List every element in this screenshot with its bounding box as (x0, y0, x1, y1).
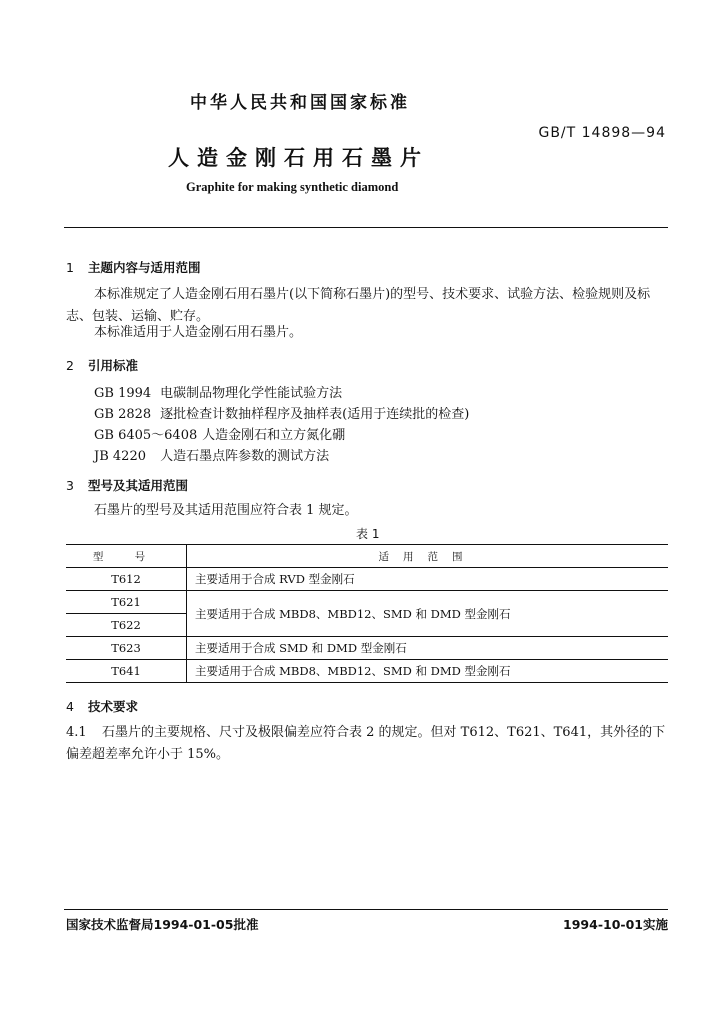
section-number: 3 (66, 478, 74, 493)
reference-code: JB 4220 (94, 449, 146, 464)
model-cell: T622 (66, 614, 187, 637)
table-row (66, 637, 668, 660)
approval-notice: 国家技术监督局1994-01-05批准 (66, 917, 259, 932)
section-title: 主题内容与适用范围 (88, 260, 201, 275)
reference-item (94, 424, 345, 443)
column-header-model: 型 号 (66, 545, 187, 568)
reference-item (94, 403, 469, 422)
section-1-paragraph-2: 本标准适用于人造金刚石用石墨片。 (94, 325, 303, 340)
scope-cell: 主要适用于合成 MBD8、MBD12、SMD 和 DMD 型金刚石 (187, 660, 669, 683)
standard-number: GB/T 14898—94 (538, 125, 666, 141)
section-1-heading (66, 258, 201, 276)
issuing-organization: 中华人民共和国国家标准 (190, 93, 410, 113)
section-1-paragraph-1: 本标准规定了人造金刚石用石墨片(以下简称石墨片)的型号、技术要求、试验方法、检验规则及标志、包装、运输、贮存。 (66, 287, 651, 324)
reference-code: GB 2828 (94, 407, 152, 422)
column-header-scope: 适用范围 (187, 545, 669, 568)
implementation-date: 1994-10-01实施 (563, 917, 668, 932)
model-cell: T621 (66, 591, 187, 614)
section-title: 引用标准 (88, 358, 139, 373)
reference-code: GB 6405～6408 (94, 428, 198, 443)
reference-title: 电碳制品物理化学性能试验方法 (160, 386, 343, 401)
document-title: 人造金刚石用石墨片 (168, 146, 429, 170)
table-row (66, 591, 668, 614)
section-number: 2 (66, 358, 74, 373)
table-1-title: 表 1 (356, 527, 380, 541)
model-cell: T612 (66, 568, 187, 591)
table-row (66, 568, 668, 591)
reference-title: 人造金刚石和立方氮化硼 (202, 428, 346, 443)
section-3-heading (66, 476, 188, 494)
scope-cell: 主要适用于合成 MBD8、MBD12、SMD 和 DMD 型金刚石 (187, 591, 669, 637)
section-title: 技术要求 (88, 699, 139, 714)
reference-item (94, 445, 329, 464)
reference-item (94, 382, 342, 401)
section-3-paragraph: 石墨片的型号及其适用范围应符合表 1 规定。 (94, 503, 358, 518)
model-cell: T623 (66, 637, 187, 660)
section-number: 4 (66, 699, 74, 714)
reference-title: 人造石墨点阵参数的测试方法 (160, 449, 330, 464)
document-title-english: Graphite for making synthetic diamond (186, 180, 399, 194)
header-divider (64, 227, 668, 228)
clause-number: 4.1 (66, 725, 87, 740)
scope-cell: 主要适用于合成 SMD 和 DMD 型金刚石 (187, 637, 669, 660)
section-4-heading (66, 697, 138, 715)
reference-title: 逐批检查计数抽样程序及抽样表(适用于连续批的检查) (160, 407, 470, 422)
section-number: 1 (66, 260, 74, 275)
section-title: 型号及其适用范围 (88, 478, 189, 493)
reference-code: GB 1994 (94, 386, 152, 401)
clause-4-1 (66, 722, 670, 766)
table-row (66, 660, 668, 683)
section-2-heading (66, 356, 138, 374)
model-cell: T641 (66, 660, 187, 683)
clause-text: 石墨片的主要规格、尺寸及极限偏差应符合表 2 的规定。但对 T612、T621、T641，其外径的下偏差超差率允许小于 15%。 (66, 725, 666, 762)
footer-divider (64, 909, 668, 910)
scope-cell: 主要适用于合成 RVD 型金刚石 (187, 568, 669, 591)
table-1 (66, 544, 668, 683)
table-header-row (66, 545, 668, 568)
